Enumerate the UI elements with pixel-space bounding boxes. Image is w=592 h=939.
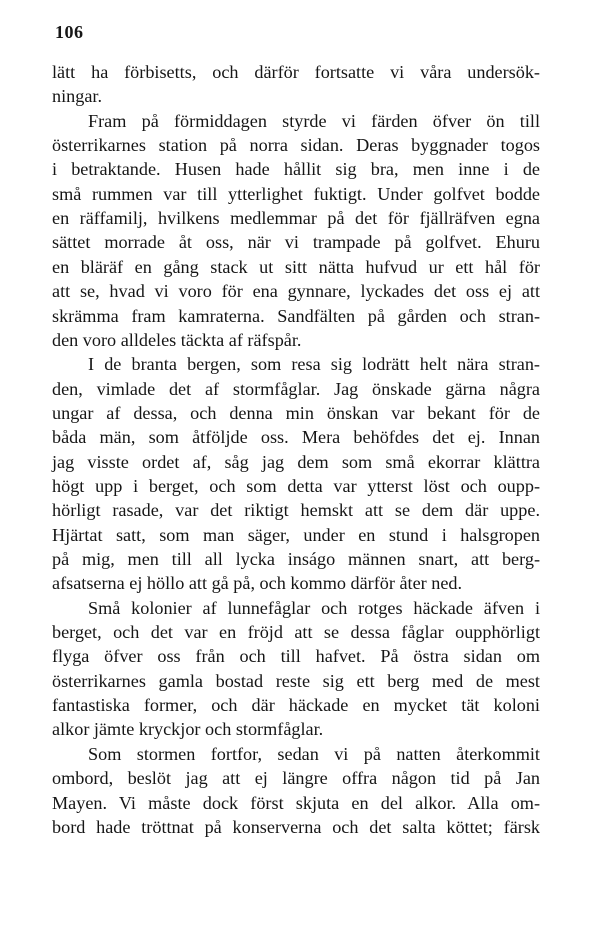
text-line: den voro alldeles täckta af räfspår. (52, 329, 302, 350)
text-line: Som stormen fortfor, sedan vi på natten återkommit (88, 743, 540, 764)
text-line: skrämma fram kamraterna. Sandfälten på gården och stran- (52, 305, 540, 326)
text-line: hörligt rasade, var det riktigt hemskt att se dem där uppe. (52, 500, 540, 521)
page-number: 106 (55, 22, 84, 42)
text-line: berget, och det var en fröjd att se dessa fåglar oupphörligt (52, 622, 540, 643)
text-line: österrikarnes station på norra sidan. Deras byggnader togos (52, 135, 540, 156)
text-line: ombord, beslöt jag att ej längre offra någon tid på Jan (52, 768, 540, 789)
text-line: Fram på förmiddagen styrde vi färden öfver ön till (88, 110, 540, 131)
text-line: fantastiska former, och där häckade en mycket tät koloni (52, 695, 540, 716)
text-line: Små kolonier af lunnefåglar och rotges häckade äfven i (88, 597, 540, 618)
text-line: små rummen var till ytterlighet fuktigt. Under golfvet bodde (52, 183, 540, 204)
text-line: Hjärtat satt, som man säger, under en stund i halsgropen (52, 524, 540, 545)
text-line: sättet morrade åt oss, när vi trampade på golfvet. Ehuru (52, 232, 540, 253)
text-line: den, vimlade det af stormfåglar. Jag önskade gärna några (52, 378, 540, 399)
text-line: ningar. (52, 86, 103, 107)
text-line: en räffamilj, hvilkens medlemmar på det för fjällräfven egna (52, 208, 540, 229)
text-line: österrikarnes gamla bostad reste sig ett berg med de mest (52, 670, 540, 691)
text-line: bord hade tröttnat på konserverna och det salta köttet; färsk (52, 816, 540, 837)
text-line: på mig, men till all lycka inságo männen snart, att berg- (52, 549, 540, 569)
text-line: högt upp i berget, och som detta var ytterst löst och oupp- (52, 475, 540, 496)
text-line: ungar af dessa, och denna min önskan var bekant för de (52, 402, 540, 423)
text-line: Mayen. Vi måste dock först skjuta en del alkor. Alla om- (52, 792, 540, 813)
text-line: afsatserna ej höllo att gå på, och kommo därför åter ned. (52, 573, 463, 594)
text-line: alkor jämte kryckjor och stormfåglar. (52, 719, 324, 740)
text-line: i betraktande. Husen hade hållit sig bra, men inne i de (52, 159, 540, 180)
text-line: en bläräf en gång stack ut sitt nätta hufvud ur ett hål för (52, 256, 540, 277)
text-line: båda män, som åtföljde oss. Mera behöfdes det ej. Innan (52, 427, 540, 448)
text-line: jag visste ordet af, såg jag dem som små ekorrar klättra (52, 451, 540, 472)
text-line: I de branta bergen, som resa sig lodrätt helt nära stran- (88, 354, 540, 375)
text-line: att se, hvad vi voro för ena gynnare, lyckades det oss ej att (52, 281, 540, 302)
text-line: flyga öfver oss från och till hafvet. På östra sidan om (52, 646, 540, 667)
text-line: lätt ha förbisetts, och därför fortsatte vi våra undersök- (52, 62, 540, 82)
